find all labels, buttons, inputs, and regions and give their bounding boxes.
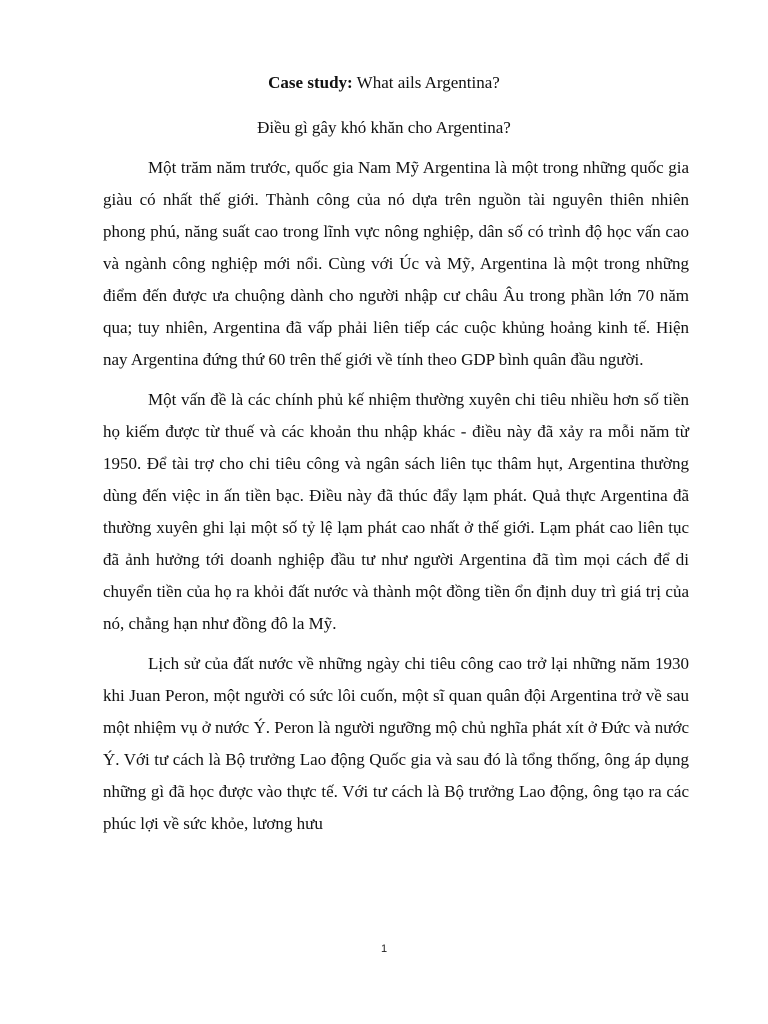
case-study-label: Case study:	[268, 73, 353, 92]
paragraph-1: Một trăm năm trước, quốc gia Nam Mỹ Argentina là một trong những quốc gia giàu có nhất thế giới. Thành công của nó dựa trên nguồn tài nguyên thiên nhiên phong phú, năng suất cao trong lĩnh vực nông nghiệp, dân số có trình độ học vấn cao và ngành công nghiệp mới nổi. Cùng với Úc và Mỹ, Argentina là một trong những điểm đến được ưa chuộng dành cho người nhập cư châu Âu trong phần lớn 70 năm qua; tuy nhiên, Argentina đã vấp phải liên tiếp các cuộc khủng hoảng kinh tế. Hiện nay Argentina đứng thứ 60 trên thế giới về tính theo GDP bình quân đầu người.	[103, 158, 689, 369]
paragraph-3: Lịch sử của đất nước về những ngày chi tiêu công cao trở lại những năm 1930 khi Juan Peron, một người có sức lôi cuốn, một sĩ quan quân đội Argentina trở về sau một nhiệm vụ ở nước Ý. Peron là người ngưỡng mộ chủ nghĩa phát xít ở Đức và nước Ý. Với tư cách là Bộ trưởng Lao động Quốc gia và sau đó là tổng thống, ông áp dụng những gì đã học được vào thực tế. Với tư cách là Bộ trưởng Lao động, ông tạo ra các phúc lợi về sức khỏe, lương hưu	[103, 654, 689, 833]
case-study-title	[0, 73, 768, 93]
document-body	[103, 152, 689, 848]
case-study-heading: What ails Argentina?	[352, 73, 500, 92]
page-number: 1	[380, 943, 388, 955]
vietnamese-subtitle: Điều gì gây khó khăn cho Argentina?	[257, 118, 511, 137]
paragraph-2: Một vấn đề là các chính phủ kế nhiệm thường xuyên chi tiêu nhiều hơn số tiền họ kiếm được từ thuế và các khoản thu nhập khác - điều này đã xảy ra mỗi năm từ 1950. Để tài trợ cho chi tiêu công và ngân sách liên tục thâm hụt, Argentina thường dùng đến việc in ấn tiền bạc. Điều này đã thúc đẩy lạm phát. Quả thực Argentina đã thường xuyên ghi lại một số tỷ lệ lạm phát cao nhất ở thế giới. Lạm phát cao liên tục đã ảnh hưởng tới doanh nghiệp đầu tư như người Argentina đã tìm mọi cách để di chuyển tiền của họ ra khỏi đất nước và thành một đồng tiền ổn định duy trì giá trị của nó, chẳng hạn như đồng đô la Mỹ.	[103, 390, 689, 633]
